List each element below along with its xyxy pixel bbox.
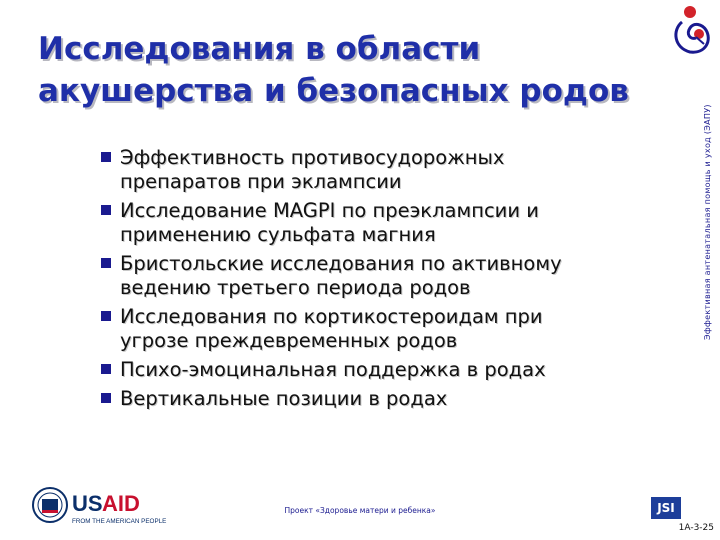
svg-text:FROM THE AMERICAN PEOPLE: FROM THE AMERICAN PEOPLE	[72, 518, 167, 525]
project-name: Проект «Здоровье матери и ребенка»	[284, 506, 436, 515]
bullet-line-1: Исследование MAGPI по преэклампсии и	[120, 199, 539, 222]
bullet-item	[101, 252, 671, 300]
side-label: Эффективная антенатальная помощь и уход (ЭАПУ)	[703, 104, 712, 340]
bullet-list	[101, 146, 671, 416]
bullet-line-2: препаратов при эклампсии	[120, 170, 402, 193]
bullet-item	[101, 199, 671, 247]
svg-text:US: US	[72, 491, 103, 516]
slide-number: 1A-3-25	[678, 523, 714, 533]
bullet-square-icon	[101, 152, 111, 162]
bullet-item	[101, 358, 671, 382]
svg-text:AID: AID	[102, 491, 140, 516]
bullet-line-1: Бристольские исследования по активному	[120, 252, 562, 275]
bullet-square-icon	[101, 364, 111, 374]
mother-child-logo-icon	[668, 4, 716, 56]
bullet-square-icon	[101, 258, 111, 268]
bullet-line-2: ведению третьего периода родов	[120, 276, 471, 299]
bullet-square-icon	[101, 311, 111, 321]
bullet-line-1: Вертикальные позиции в родах	[120, 387, 448, 410]
title-line-2: акушерства и безопасных родов	[38, 73, 629, 109]
bullet-item	[101, 305, 671, 353]
usaid-logo	[32, 484, 167, 526]
page-title	[38, 28, 668, 112]
bullet-item	[101, 387, 671, 411]
usaid-seal-icon	[33, 488, 67, 522]
title-line-1: Исследования в области	[38, 31, 481, 67]
jsi-logo: JSI	[651, 497, 681, 519]
bullet-square-icon	[101, 205, 111, 215]
bullet-line-1: Исследования по кортикостероидам при	[120, 305, 543, 328]
bullet-line-1: Эффективность противосудорожных	[120, 146, 505, 169]
bullet-line-2: угрозе преждевременных родов	[120, 329, 458, 352]
bullet-line-1: Психо-эмоцинальная поддержка в родах	[120, 358, 546, 381]
bullet-line-2: применению сульфата магния	[120, 223, 436, 246]
bullet-item	[101, 146, 671, 194]
bullet-square-icon	[101, 393, 111, 403]
